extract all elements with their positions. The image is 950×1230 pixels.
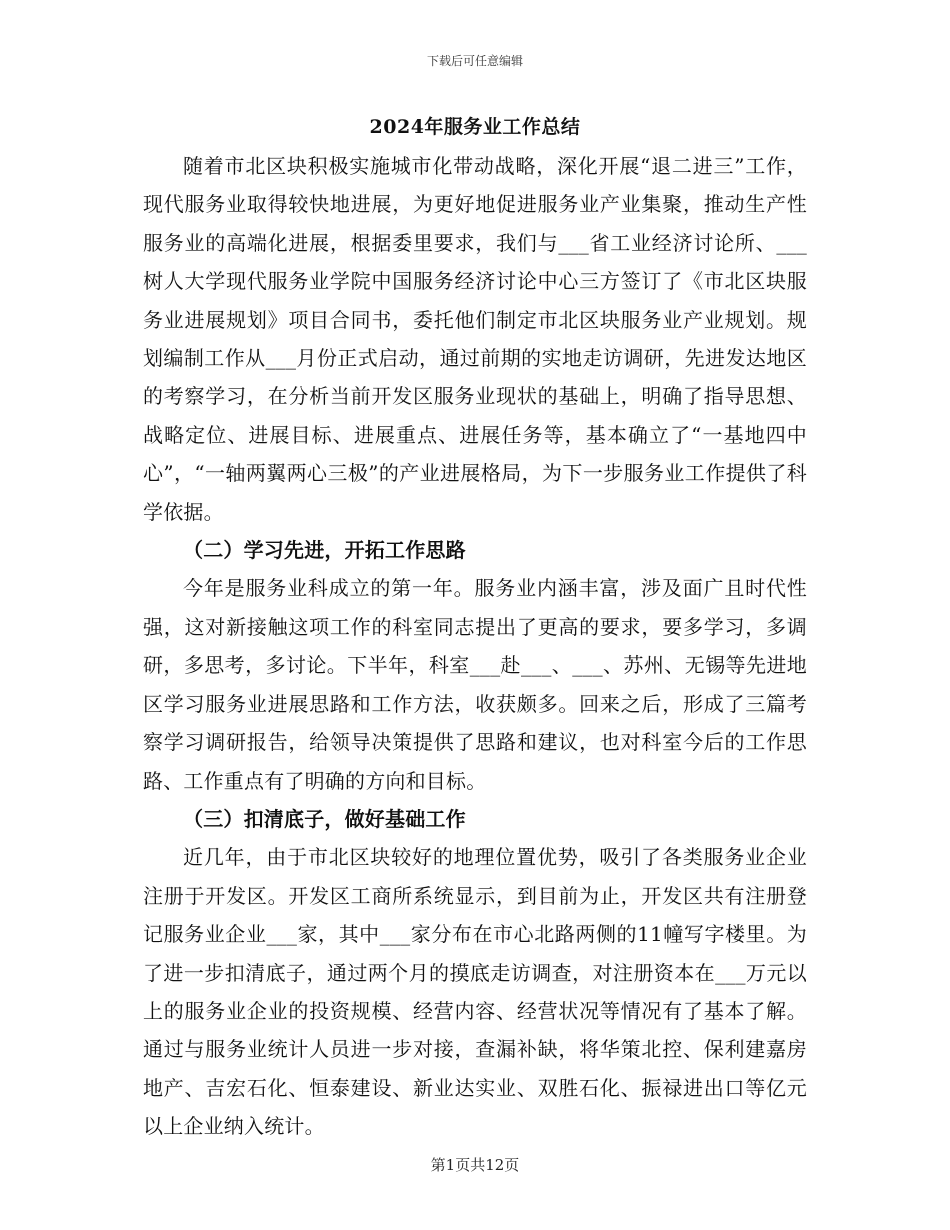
page-number: 第1页共12页 (430, 1156, 520, 1174)
header-note: 下载后可任意编辑 (426, 54, 523, 68)
section-heading-3: （三）扣清底子，做好基础工作 (183, 806, 466, 831)
document-body (143, 147, 807, 1146)
paragraph-section-2: 今年是服务业科成立的第一年。服务业内涵丰富，涉及面广且时代性强，这对新接触这项工作的科室同志提出了更高的要求，要多学习，多调研，多思考，多讨论。下半年，科室___赴___、___、苏州、无锡等先进地区学习服务业进展思路和工作方法，收获颇多。回来之后，形成了三篇考察学习调研报告，给领导决策提供了思路和建议，也对科室今后的工作思路、工作重点有了明确的方向和目标。 (143, 576, 807, 793)
section-heading-2: （二）学习先进，开拓工作思路 (183, 538, 466, 563)
document-title: 2024年服务业工作总结 (369, 116, 581, 138)
paragraph-section-3: 近几年，由于市北区块较好的地理位置优势，吸引了各类服务业企业注册于开发区。开发区工商所系统显示，到目前为止，开发区共有注册登记服务业企业___家，其中___家分布在市心北路两侧的11幢写字楼里。为了进一步扣清底子，通过两个月的摸底走访调查，对注册资本在___万元以上的服务业企业的投资规模、经营内容、经营状况等情况有了基本了解。通过与服务业统计人员进一步对接，查漏补缺，将华策北控、保利建嘉房地产、吉宏石化、恒泰建设、新业达实业、双胜石化、振禄进出口等亿元以上企业纳入统计。 (143, 845, 807, 1139)
paragraph-intro: 随着市北区块积极实施城市化带动战略，深化开展“退二进三”工作，现代服务业取得较快地进展，为更好地促进服务业产业集聚，推动生产性服务业的高端化进展，根据委里要求，我们与___省工业经济讨论所、___树人大学现代服务业学院中国服务经济讨论中心三方签订了《市北区块服务业进展规划》项目合同书，委托他们制定市北区块服务业产业规划。规划编制工作从___月份正式启动，通过前期的实地走访调研，先进发达地区的考察学习，在分析当前开发区服务业现状的基础上，明确了指导思想、战略定位、进展目标、进展重点、进展任务等，基本确立了“一基地四中心”，“一轴两翼两心三极”的产业进展格局，为下一步服务业工作提供了科学依据。 (143, 154, 807, 524)
